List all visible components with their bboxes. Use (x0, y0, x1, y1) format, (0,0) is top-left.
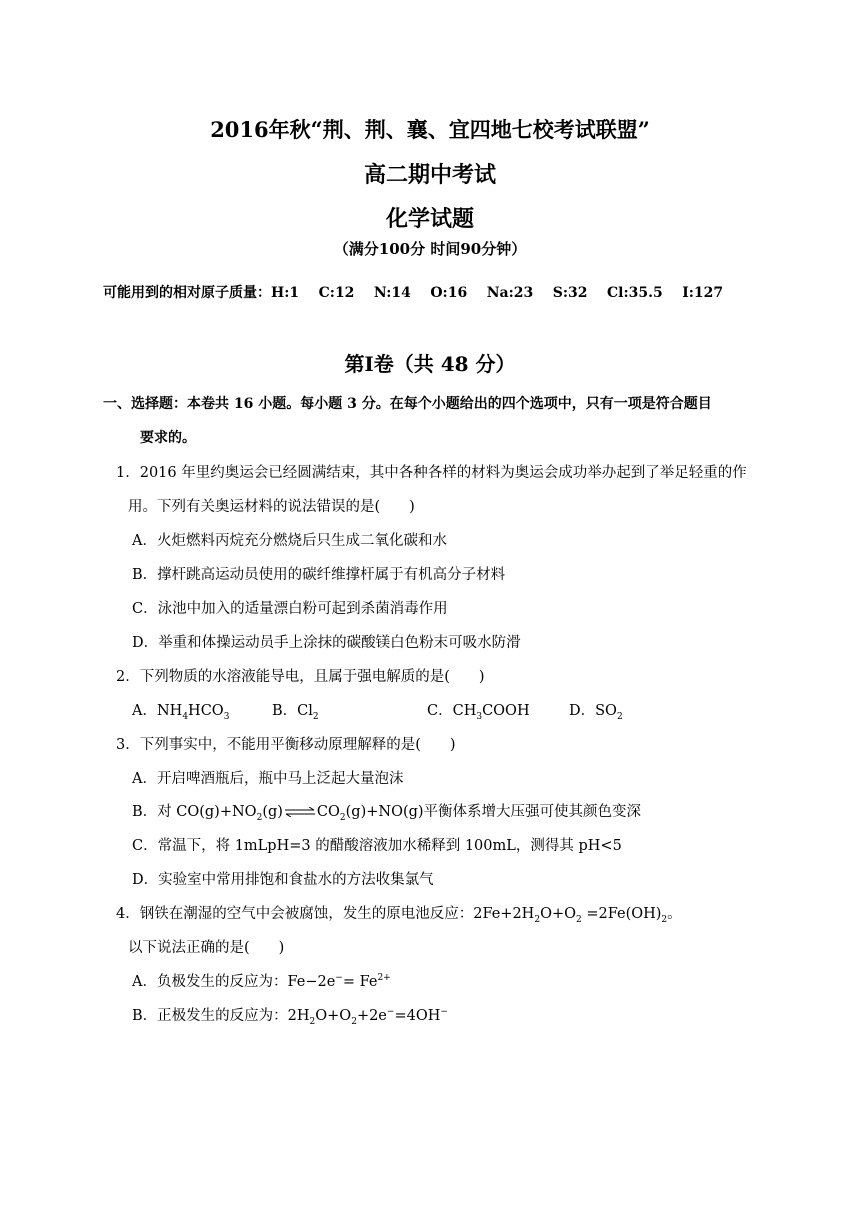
reversible-arrow-icon (284, 807, 316, 817)
q1-option-c: C．泳池中加入的适量漂白粉可起到杀菌消毒作用 (132, 601, 448, 617)
q2-option-d: D．$SO_2$ (569, 703, 623, 722)
volume-title: 第Ⅰ卷（共 48 分） (344, 352, 516, 376)
q3-option-c: C．常温下，将 1mLpH=3 的醋酸溶液加水稀释到 100mL，测得其 pH<5 (132, 838, 622, 854)
atomic-masses: 可能用到的相对原子质量：H:1 C:12 N:14 O:16 Na:23 S:32 Cl:35.5 I:127 (103, 285, 724, 301)
q3-option-a: A．开启啤酒瓶后，瓶中马上泛起大量泡沫 (132, 771, 404, 787)
q3-option-d: D．实验室中常用排饱和食盐水的方法收集氯气 (132, 872, 434, 888)
exam-subject-title: 化学试题 (385, 206, 474, 232)
score-time-note: （满分100分 时间90分钟） (333, 240, 527, 258)
q3-stem: 3．下列事实中，不能用平衡移动原理解释的是( ) (116, 737, 456, 753)
q4-stem-line1: 4．钢铁在潮湿的空气中会被腐蚀，发生的原电池反应：$2Fe+2H_2O+O_2 =2Fe(OH)_2$。 (116, 906, 682, 925)
q3-option-b: B．对 $CO(g)+NO_2(g)$ $CO_2(g)+NO(g)$平衡体系增大压强可使其颜色变深 (132, 804, 642, 823)
q1-stem-line2: 用。下列有关奥运材料的说法错误的是( ) (128, 499, 415, 515)
q2-stem: 2．下列物质的水溶液能导电，且属于强电解质的是( ) (116, 669, 485, 685)
exam-title-line1: 2016年秋“荆、荆、襄、宜四地七校考试联盟” (210, 117, 650, 142)
q1-option-a: A．火炬燃料丙烷充分燃烧后只生成二氧化碳和水 (132, 533, 447, 549)
q2-option-a: A．$NH_4HCO_3$ (132, 703, 230, 722)
q1-option-b: B．撑杆跳高运动员使用的碳纤维撑杆属于有机高分子材料 (132, 567, 506, 583)
exam-title-line2: 高二期中考试 (363, 162, 496, 188)
q4-option-b: B．正极发生的反应为：$2H_2O+O_2+2e^-=4OH^-$ (132, 1007, 448, 1027)
q2-option-b: B．$Cl_2$ (272, 703, 319, 722)
q4-option-a: A．负极发生的反应为：$Fe-2e^-= Fe^{2+}$ (132, 973, 391, 990)
q4-stem-line2: 以下说法正确的是( ) (128, 940, 285, 956)
q1-option-d: D．举重和体操运动员手上涂抹的碳酸镁白色粉末可吸水防滑 (132, 635, 521, 651)
section-instruction-line2: 要求的。 (140, 430, 196, 446)
q2-option-c: C．$CH_3COOH$ (427, 703, 530, 722)
section-instruction-line1: 一、选择题：本卷共 16 小题。每小题 3 分。在每个小题给出的四个选项中，只有一项是符合题目 (103, 396, 712, 412)
q1-stem-line1: 1．2016 年里约奥运会已经圆满结束，其中各种各样的材料为奥运会成功举办起到了举足轻重的作 (116, 465, 747, 481)
